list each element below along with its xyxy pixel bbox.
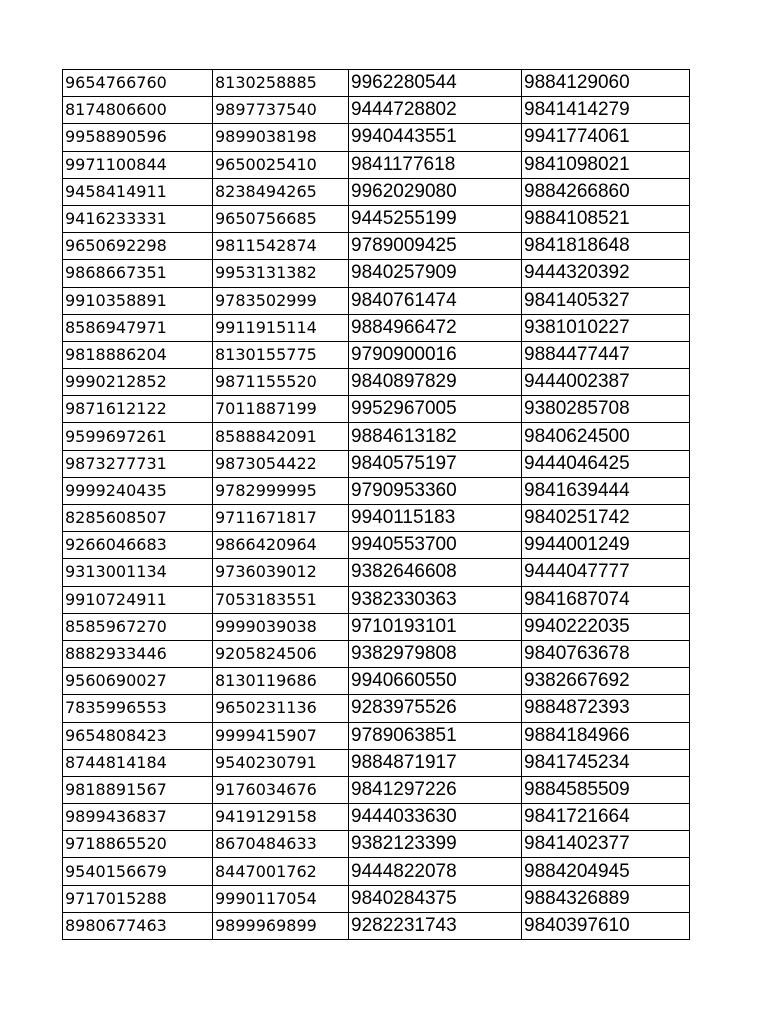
table-row [63, 260, 690, 287]
table-cell[interactable]: 9841745234 [522, 749, 690, 776]
table-cell[interactable]: 9540230791 [213, 749, 349, 776]
table-cell[interactable]: 9382979808 [349, 640, 522, 667]
table-cell[interactable]: 9840397610 [522, 912, 690, 939]
table-cell[interactable]: 9899969899 [213, 912, 349, 939]
table-row [63, 70, 690, 97]
table-cell[interactable]: 9841414279 [522, 97, 690, 124]
table-cell[interactable]: 9840575197 [349, 450, 522, 477]
table-row [63, 233, 690, 260]
table-cell[interactable]: 9283975526 [349, 695, 522, 722]
table-cell[interactable]: 9940553700 [349, 532, 522, 559]
table-cell[interactable]: 9840257909 [349, 260, 522, 287]
table-cell[interactable]: 9205824506 [213, 640, 349, 667]
table-cell[interactable]: 9382330363 [349, 586, 522, 613]
table-row [63, 586, 690, 613]
table-cell[interactable]: 8588842091 [213, 423, 349, 450]
table-cell[interactable]: 9654766760 [63, 70, 213, 97]
table-cell[interactable]: 9419129158 [213, 804, 349, 831]
table-cell[interactable]: 9650025410 [213, 151, 349, 178]
table-cell[interactable]: 9840897829 [349, 369, 522, 396]
table-cell[interactable]: 8130119686 [213, 668, 349, 695]
table-row [63, 831, 690, 858]
table-cell[interactable]: 9381010227 [522, 314, 690, 341]
table-cell[interactable]: 9952967005 [349, 396, 522, 423]
table-cell[interactable]: 9999039038 [213, 613, 349, 640]
table-row [63, 151, 690, 178]
table-row [63, 314, 690, 341]
table-cell[interactable]: 9910724911 [63, 586, 213, 613]
table-cell[interactable]: 9958890596 [63, 124, 213, 151]
table-cell[interactable]: 9458414911 [63, 178, 213, 205]
table-cell[interactable]: 9940443551 [349, 124, 522, 151]
table-cell[interactable]: 9789063851 [349, 722, 522, 749]
table-cell[interactable]: 9382123399 [349, 831, 522, 858]
table-row [63, 205, 690, 232]
table-row [63, 804, 690, 831]
table-cell[interactable]: 9962029080 [349, 178, 522, 205]
table-cell[interactable]: 9884129060 [522, 70, 690, 97]
table-cell[interactable]: 9840251742 [522, 505, 690, 532]
table-cell[interactable]: 8447001762 [213, 858, 349, 885]
table-cell[interactable]: 9266046683 [63, 532, 213, 559]
table-cell[interactable]: 9444320392 [522, 260, 690, 287]
table-cell[interactable]: 9884966472 [349, 314, 522, 341]
table-row [63, 124, 690, 151]
table-cell[interactable]: 9841402377 [522, 831, 690, 858]
table-cell[interactable]: 9911915114 [213, 314, 349, 341]
table-cell[interactable]: 8174806600 [63, 97, 213, 124]
table-cell[interactable]: 9990212852 [63, 369, 213, 396]
table-cell[interactable]: 8585967270 [63, 613, 213, 640]
table-cell[interactable]: 9940222035 [522, 613, 690, 640]
table-cell[interactable]: 9444033630 [349, 804, 522, 831]
table-cell[interactable]: 8130155775 [213, 341, 349, 368]
table-row [63, 369, 690, 396]
table-cell[interactable]: 9971100844 [63, 151, 213, 178]
table-cell[interactable]: 8882933446 [63, 640, 213, 667]
table-cell[interactable]: 9650692298 [63, 233, 213, 260]
table-row [63, 640, 690, 667]
table-cell[interactable]: 9789009425 [349, 233, 522, 260]
table-row [63, 722, 690, 749]
table-cell[interactable]: 9866420964 [213, 532, 349, 559]
table-cell[interactable]: 9444728802 [349, 97, 522, 124]
table-cell[interactable]: 9718865520 [63, 831, 213, 858]
table-cell[interactable]: 9897737540 [213, 97, 349, 124]
table-cell[interactable]: 9871155520 [213, 369, 349, 396]
table-cell[interactable]: 9999415907 [213, 722, 349, 749]
table-cell[interactable]: 9444002387 [522, 369, 690, 396]
table-cell[interactable]: 9944001249 [522, 532, 690, 559]
table-cell[interactable]: 9382646608 [349, 559, 522, 586]
table-cell[interactable]: 9841177618 [349, 151, 522, 178]
table-cell[interactable]: 9650756685 [213, 205, 349, 232]
table-cell[interactable]: 9444046425 [522, 450, 690, 477]
table-cell[interactable]: 9871612122 [63, 396, 213, 423]
table-cell[interactable]: 8980677463 [63, 912, 213, 939]
table-row [63, 450, 690, 477]
table-cell[interactable]: 9884871917 [349, 749, 522, 776]
table-cell[interactable]: 9899038198 [213, 124, 349, 151]
table-cell[interactable]: 9560690027 [63, 668, 213, 695]
table-cell[interactable]: 9873054422 [213, 450, 349, 477]
table-cell[interactable]: 9940660550 [349, 668, 522, 695]
table-row [63, 749, 690, 776]
table-cell[interactable]: 9962280544 [349, 70, 522, 97]
table-row [63, 613, 690, 640]
table-cell[interactable]: 9382667692 [522, 668, 690, 695]
table-row [63, 668, 690, 695]
table-cell[interactable]: 9710193101 [349, 613, 522, 640]
table-cell[interactable]: 9444047777 [522, 559, 690, 586]
table-cell[interactable]: 9736039012 [213, 559, 349, 586]
table-cell[interactable]: 8586947971 [63, 314, 213, 341]
table-cell[interactable]: 9840284375 [349, 885, 522, 912]
table-cell[interactable]: 9999240435 [63, 477, 213, 504]
table-cell[interactable]: 9899436837 [63, 804, 213, 831]
table-cell[interactable]: 9841639444 [522, 477, 690, 504]
table-row [63, 559, 690, 586]
table-cell[interactable]: 9818891567 [63, 776, 213, 803]
table-cell[interactable]: 9783502999 [213, 287, 349, 314]
table-row [63, 97, 690, 124]
table-cell[interactable]: 9654808423 [63, 722, 213, 749]
table-cell[interactable]: 9910358891 [63, 287, 213, 314]
table-row [63, 532, 690, 559]
table-cell[interactable]: 9444822078 [349, 858, 522, 885]
table-cell[interactable]: 7011887199 [213, 396, 349, 423]
table-cell[interactable]: 9841687074 [522, 586, 690, 613]
table-cell[interactable]: 9953131382 [213, 260, 349, 287]
table-row [63, 858, 690, 885]
table-cell[interactable]: 8238494265 [213, 178, 349, 205]
table-cell[interactable]: 7835996553 [63, 695, 213, 722]
table-cell[interactable]: 8744814184 [63, 749, 213, 776]
table-cell[interactable]: 9884184966 [522, 722, 690, 749]
table-cell[interactable]: 9790953360 [349, 477, 522, 504]
table-cell[interactable]: 9841297226 [349, 776, 522, 803]
table-cell[interactable]: 9599697261 [63, 423, 213, 450]
table-cell[interactable]: 9717015288 [63, 885, 213, 912]
table-cell[interactable]: 9840761474 [349, 287, 522, 314]
table-row [63, 287, 690, 314]
phone-number-table [62, 69, 690, 940]
table-cell[interactable]: 9540156679 [63, 858, 213, 885]
table-cell[interactable]: 9940115183 [349, 505, 522, 532]
table-cell[interactable]: 8130258885 [213, 70, 349, 97]
table-row [63, 178, 690, 205]
table-cell[interactable]: 9841098021 [522, 151, 690, 178]
table-cell[interactable]: 9380285708 [522, 396, 690, 423]
table-cell[interactable]: 9884585509 [522, 776, 690, 803]
table-cell[interactable]: 9711671817 [213, 505, 349, 532]
table-cell[interactable]: 9868667351 [63, 260, 213, 287]
table-cell[interactable]: 9884477447 [522, 341, 690, 368]
table-cell[interactable]: 9884613182 [349, 423, 522, 450]
table-cell[interactable]: 9416233331 [63, 205, 213, 232]
table-cell[interactable]: 9884108521 [522, 205, 690, 232]
table-cell[interactable]: 9990117054 [213, 885, 349, 912]
table-cell[interactable]: 9840763678 [522, 640, 690, 667]
table-cell[interactable]: 9782999995 [213, 477, 349, 504]
table-cell[interactable]: 9818886204 [63, 341, 213, 368]
table-cell[interactable]: 9884872393 [522, 695, 690, 722]
table-cell[interactable]: 9841721664 [522, 804, 690, 831]
table-row [63, 695, 690, 722]
table-cell[interactable]: 9841818648 [522, 233, 690, 260]
table-cell[interactable]: 9313001134 [63, 559, 213, 586]
table-cell[interactable]: 9282231743 [349, 912, 522, 939]
table-row [63, 341, 690, 368]
table-cell[interactable]: 9884204945 [522, 858, 690, 885]
table-cell[interactable]: 9941774061 [522, 124, 690, 151]
table-cell[interactable]: 9873277731 [63, 450, 213, 477]
table-row [63, 477, 690, 504]
table-row [63, 885, 690, 912]
table-cell[interactable]: 9445255199 [349, 205, 522, 232]
table-cell[interactable]: 9840624500 [522, 423, 690, 450]
table-cell[interactable]: 9650231136 [213, 695, 349, 722]
table-cell[interactable]: 9841405327 [522, 287, 690, 314]
table-cell[interactable]: 7053183551 [213, 586, 349, 613]
table-cell[interactable]: 9811542874 [213, 233, 349, 260]
table-cell[interactable]: 9790900016 [349, 341, 522, 368]
table-row [63, 396, 690, 423]
table-row [63, 423, 690, 450]
table-cell[interactable]: 9884326889 [522, 885, 690, 912]
table-cell[interactable]: 9884266860 [522, 178, 690, 205]
table-cell[interactable]: 8670484633 [213, 831, 349, 858]
table-cell[interactable]: 9176034676 [213, 776, 349, 803]
table-cell[interactable]: 8285608507 [63, 505, 213, 532]
table-body [63, 70, 690, 940]
table-row [63, 912, 690, 939]
table-row [63, 505, 690, 532]
table-row [63, 776, 690, 803]
